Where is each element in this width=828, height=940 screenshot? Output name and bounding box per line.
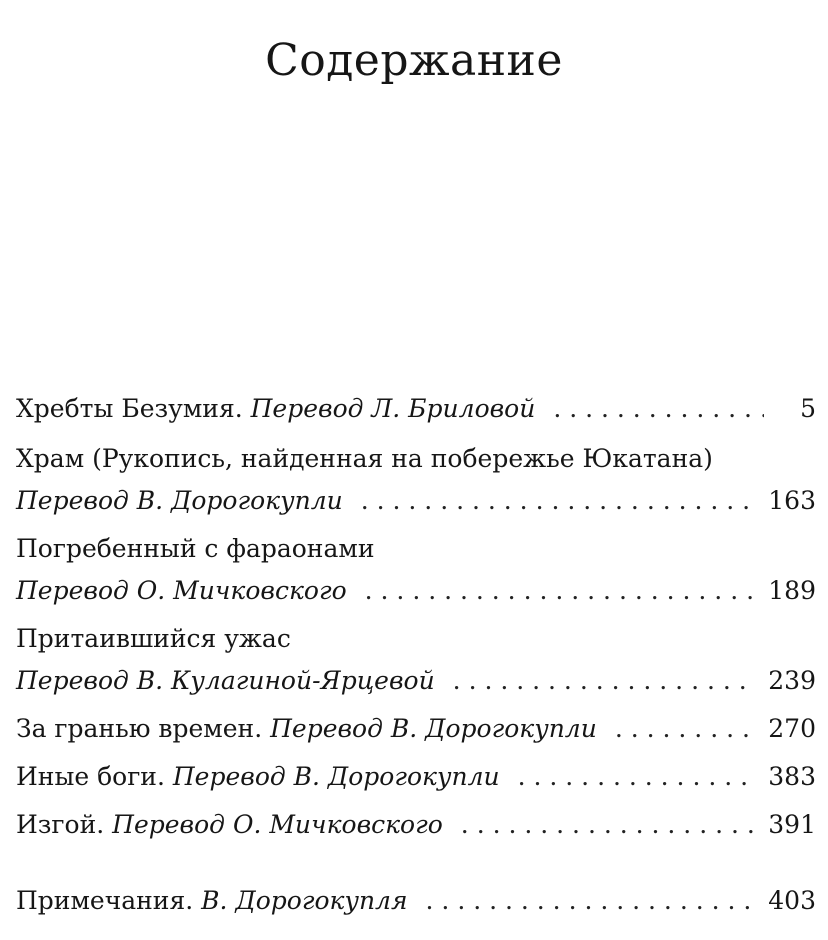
toc-entry-the-temple[interactable] <box>16 438 816 522</box>
entry-page-number: 270 <box>768 714 816 743</box>
toc-entry-the-outsider[interactable] <box>16 804 816 846</box>
toc-entry-imprisoned-with-the-pharaohs[interactable] <box>16 528 816 612</box>
toc-entry-other-gods[interactable] <box>16 756 816 798</box>
toc-entry-the-lurking-fear[interactable] <box>16 618 816 702</box>
dot-leader <box>361 480 757 522</box>
entry-page-number: 189 <box>768 576 816 605</box>
entry-title: Примечания. <box>16 886 194 915</box>
toc-entry-shadow-out-of-time[interactable] <box>16 708 816 750</box>
dot-leader <box>453 660 757 702</box>
entry-translator: Перевод В. Дорогокупли <box>16 486 343 515</box>
page-title: Содержание <box>265 35 563 87</box>
entry-title: Притаившийся ужас <box>16 624 291 653</box>
entry-translator: Перевод В. Дорогокупли <box>172 762 500 791</box>
entry-page-number: 5 <box>800 394 816 423</box>
entry-translator: В. Дорогокупля <box>201 886 408 915</box>
dot-leader <box>426 880 757 922</box>
entry-translator: Перевод В. Кулагиной-Ярцевой <box>16 666 435 695</box>
entry-page-number: 391 <box>768 810 816 839</box>
dot-leader <box>553 388 764 430</box>
entry-translator: Перевод Л. Бриловой <box>250 394 536 423</box>
entry-page-number: 383 <box>768 762 816 791</box>
dot-leader <box>461 804 756 846</box>
entry-title: Храм (Рукопись, найденная на побережье Юкатана) <box>16 444 713 473</box>
dot-leader <box>518 756 757 798</box>
dot-leader <box>365 570 757 612</box>
entry-page-number: 163 <box>768 486 816 515</box>
toc-entry-notes[interactable] <box>16 880 816 922</box>
toc-entry-mountains-of-madness[interactable] <box>16 388 816 430</box>
table-of-contents <box>16 388 816 915</box>
entry-title: Иные боги. <box>16 762 165 791</box>
entry-translator: Перевод О. Мичковского <box>112 810 443 839</box>
entry-page-number: 403 <box>768 886 816 915</box>
entry-title: Погребенный с фараонами <box>16 534 375 563</box>
entry-page-number: 239 <box>768 666 816 695</box>
entry-title: За гранью времен. <box>16 714 263 743</box>
dot-leader <box>615 708 756 750</box>
entry-translator: Перевод В. Дорогокупли <box>270 714 597 743</box>
entry-title: Хребты Безумия. <box>16 394 243 423</box>
entry-title: Изгой. <box>16 810 105 839</box>
entry-translator: Перевод О. Мичковского <box>16 576 347 605</box>
